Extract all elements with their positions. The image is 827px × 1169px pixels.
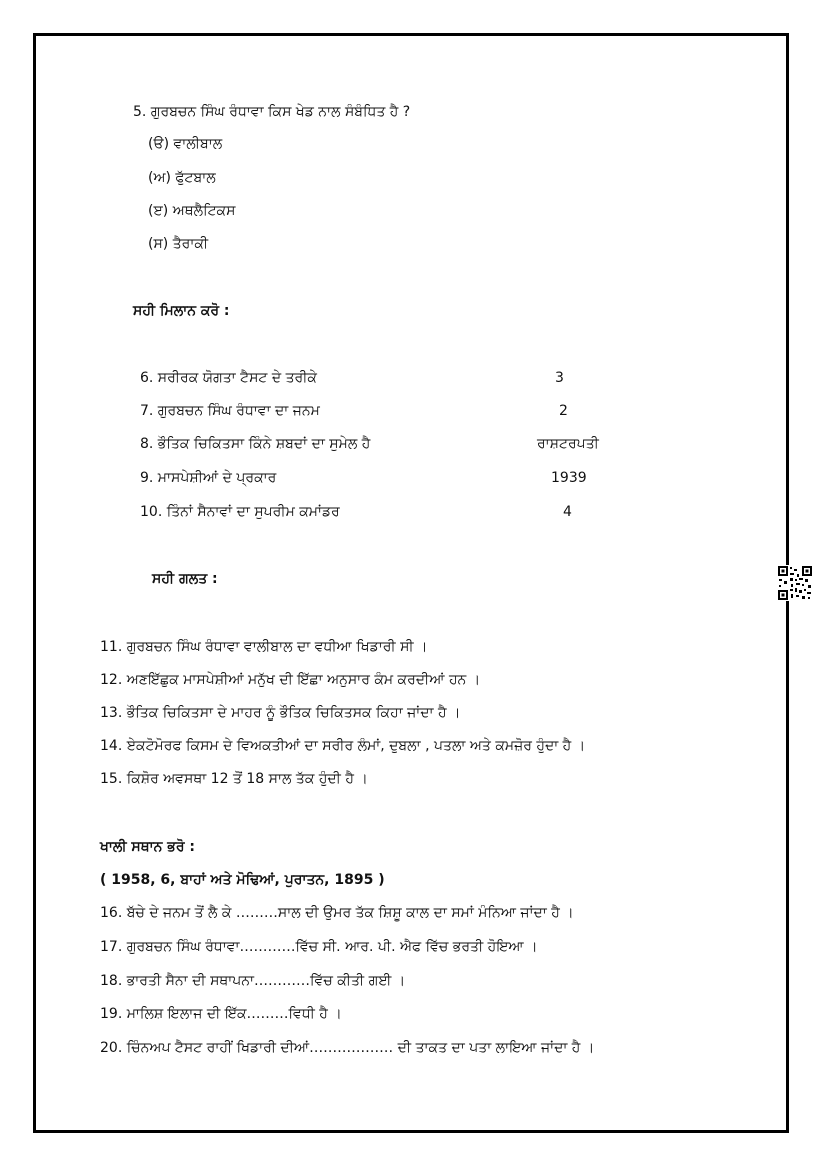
truefalse-item-15: 15. ਕਿਸ਼ੋਰ ਅਵਸਥਾ 12 ਤੋਂ 18 ਸਾਲ ਤੱਕ ਹੁੰਦੀ ਹੈ । <box>100 771 368 787</box>
option-c: (ੲ) ਅਥਲੈਟਿਕਸ <box>148 203 236 219</box>
qr-code-icon <box>777 565 813 601</box>
match-question-9: 9. ਮਾਸਪੇਸ਼ੀਆਂ ਦੇ ਪ੍ਰਕਾਰ <box>140 470 277 486</box>
fill-item-19: 19. ਮਾਲਿਸ਼ ਇਲਾਜ ਦੀ ਇੱਕ………ਵਿਧੀ ਹੈ । <box>100 1006 342 1022</box>
match-question-6: 6. ਸਰੀਰਕ ਯੋਗਤਾ ਟੈਸਟ ਦੇ ਤਰੀਕੇ <box>140 370 317 386</box>
match-answer-7: 2 <box>559 403 568 419</box>
truefalse-item-12: 12. ਅਣਇੱਛੁਕ ਮਾਸਪੇਸ਼ੀਆਂ ਮਨੁੱਖ ਦੀ ਇੱਛਾ ਅਨੁਸਾਰ ਕੰਮ ਕਰਦੀਆਂ ਹਨ । <box>100 672 481 688</box>
match-answer-9: 1939 <box>551 470 587 486</box>
page-border <box>33 33 789 1133</box>
question-5: 5. ਗੁਰਬਚਨ ਸਿੰਘ ਰੰਧਾਵਾ ਕਿਸ ਖੇਡ ਨਾਲ ਸੰਬੰਧਿਤ ਹੈ ? <box>133 104 411 120</box>
fill-item-18: 18. ਭਾਰਤੀ ਸੈਨਾ ਦੀ ਸਥਾਪਨਾ…………ਵਿੱਚ ਕੀਤੀ ਗਈ । <box>100 973 406 989</box>
match-answer-10: 4 <box>563 504 572 520</box>
truefalse-item-13: 13. ਭੌਤਿਕ ਚਿਕਿਤਸਾ ਦੇ ਮਾਹਰ ਨੂੰ ਭੌਤਿਕ ਚਿਕਿਤਸਕ ਕਿਹਾ ਜਾਂਦਾ ਹੈ । <box>100 705 461 721</box>
match-question-10: 10. ਤਿੰਨਾਂ ਸੈਨਾਵਾਂ ਦਾ ਸੁਪਰੀਮ ਕਮਾਂਡਰ <box>140 504 340 520</box>
match-question-8: 8. ਭੌਤਿਕ ਚਿਕਿਤਸਾ ਕਿੰਨੇ ਸ਼ਬਦਾਂ ਦਾ ਸੁਮੇਲ ਹੈ <box>140 436 371 452</box>
option-a: (ੳ) ਵਾਲੀਬਾਲ <box>148 136 223 152</box>
match-question-7: 7. ਗੁਰਬਚਨ ਸਿੰਘ ਰੰਧਾਵਾ ਦਾ ਜਨਮ <box>140 403 320 419</box>
fill-item-16: 16. ਬੱਚੇ ਦੇ ਜਨਮ ਤੋਂ ਲੈ ਕੇ ………ਸਾਲ ਦੀ ਉਮਰ ਤੱਕ ਸ਼ਿਸ਼ੂ ਕਾਲ ਦਾ ਸਮਾਂ ਮੰਨਿਆ ਜਾਂਦਾ ਹੈ । <box>100 905 574 921</box>
match-heading: ਸਹੀ ਮਿਲਾਨ ਕਰੋ : <box>133 303 230 319</box>
fill-heading: ਖਾਲੀ ਸਥਾਨ ਭਰੋ : <box>100 839 195 855</box>
match-answer-6: 3 <box>555 370 564 386</box>
match-answer-8: ਰਾਸ਼ਟਰਪਤੀ <box>537 436 599 452</box>
fill-item-17: 17. ਗੁਰਬਚਨ ਸਿੰਘ ਰੰਧਾਵਾ…………ਵਿੱਚ ਸੀ. ਆਰ. ਪੀ. ਐਫ ਵਿੱਚ ਭਰਤੀ ਹੋਇਆ । <box>100 939 538 955</box>
truefalse-item-11: 11. ਗੁਰਬਚਨ ਸਿੰਘ ਰੰਧਾਵਾ ਵਾਲੀਬਾਲ ਦਾ ਵਧੀਆ ਖਿਡਾਰੀ ਸੀ । <box>100 639 428 655</box>
fill-item-20: 20. ਚਿੰਨਅਪ ਟੈਸਟ ਰਾਹੀਂ ਖਿਡਾਰੀ ਦੀਆਂ……………… ਦੀ ਤਾਕਤ ਦਾ ਪਤਾ ਲਾਇਆ ਜਾਂਦਾ ਹੈ । <box>100 1040 595 1056</box>
fill-options: ( 1958, 6, ਬਾਹਾਂ ਅਤੇ ਮੋਢਿਆਂ, ਪੁਰਾਤਨ, 1895 ) <box>100 872 385 888</box>
truefalse-heading: ਸਹੀ ਗਲਤ : <box>152 571 218 587</box>
option-d: (ਸ) ਤੈਰਾਕੀ <box>148 236 209 252</box>
option-b: (ਅ) ਫੁੱਟਬਾਲ <box>148 170 216 186</box>
truefalse-item-14: 14. ਏਕਟੋਮੋਰਫ ਕਿਸਮ ਦੇ ਵਿਅਕਤੀਆਂ ਦਾ ਸਰੀਰ ਲੰਮਾਂ, ਦੁਬਲਾ , ਪਤਲਾ ਅਤੇ ਕਮਜ਼ੋਰ ਹੁੰਦਾ ਹੈ । <box>100 738 586 754</box>
